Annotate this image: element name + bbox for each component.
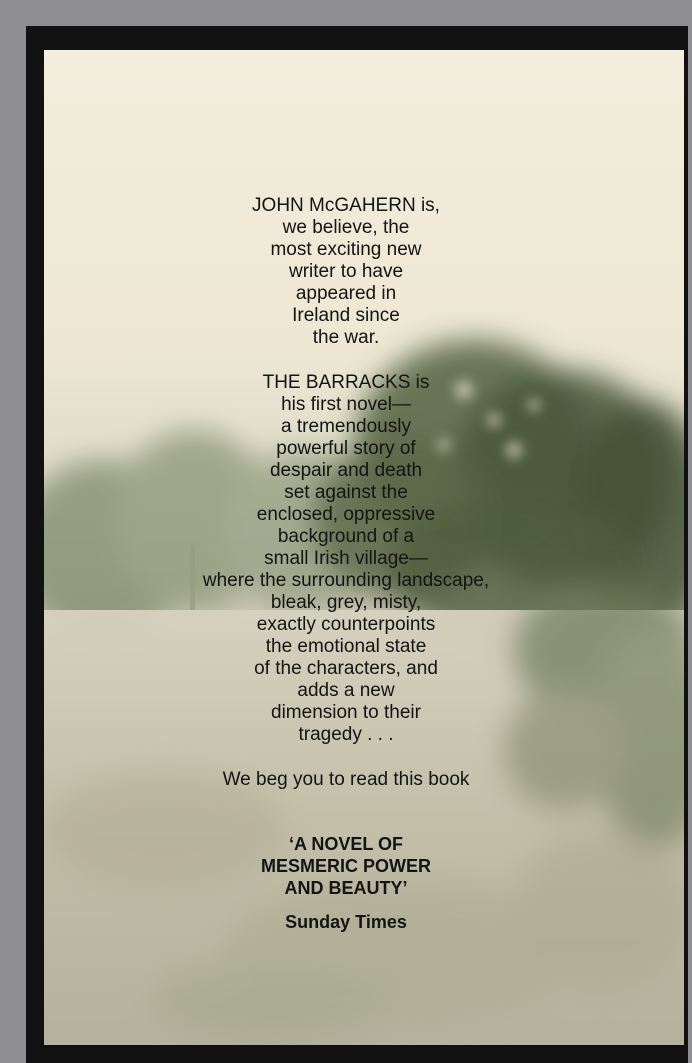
blurb-paragraph-author (0, 195, 692, 349)
review-source (0, 911, 692, 933)
blurb-line: of the characters, and (254, 658, 438, 679)
blurb-line: adds a new (297, 680, 395, 701)
source-line: Sunday Times (285, 912, 407, 932)
blurb-line: dimension to their (271, 702, 421, 723)
blurb-paragraph-novel (0, 372, 692, 746)
review-quote (0, 833, 692, 899)
blurb-text-block (0, 195, 692, 933)
blurb-line: Ireland since (292, 305, 400, 326)
blurb-line: where the surrounding landscape, (202, 570, 490, 591)
blurb-line: THE BARRACKS is (262, 372, 430, 393)
blurb-line: background of a (277, 526, 415, 547)
plea-line: We beg you to read this book (222, 769, 470, 790)
blurb-plea (0, 769, 692, 791)
blurb-line: despair and death (269, 460, 423, 481)
blurb-line: the war. (312, 327, 380, 348)
blurb-line: enclosed, oppressive (256, 504, 436, 525)
blurb-line: most exciting new (270, 239, 422, 260)
quote-line: AND BEAUTY’ (284, 878, 408, 898)
blurb-line: a tremendously (281, 416, 411, 437)
blurb-line: powerful story of (276, 438, 416, 459)
quote-line: ‘A NOVEL OF (288, 834, 403, 854)
blurb-line: appeared in (295, 283, 397, 304)
blurb-line: writer to have (288, 261, 404, 282)
blurb-line: tragedy . . . (298, 724, 394, 745)
blurb-line: set against the (284, 482, 408, 503)
blurb-line: small Irish village— (264, 548, 428, 569)
blurb-line: we believe, the (282, 217, 410, 238)
blurb-line: JOHN McGAHERN is, (252, 195, 440, 216)
blurb-line: his first novel— (281, 394, 411, 415)
blurb-line: the emotional state (265, 636, 427, 657)
blurb-line: bleak, grey, misty, (270, 592, 422, 613)
quote-line: MESMERIC POWER (260, 856, 431, 876)
blurb-line: exactly counterpoints (256, 614, 436, 635)
